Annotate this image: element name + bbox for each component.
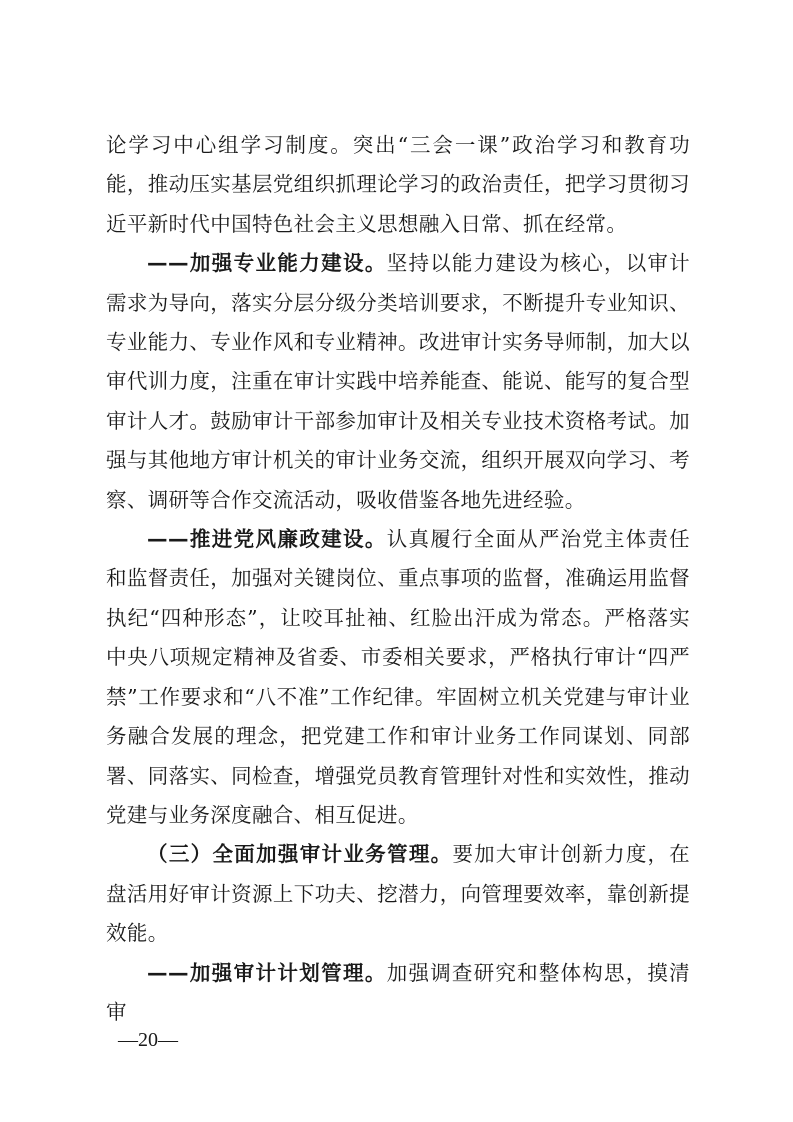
paragraph-professional-ability	[106, 244, 690, 520]
paragraph-audit-management	[106, 835, 690, 953]
paragraph-text: 认真履行全面从严治党主体责任和监督责任，加强对关键岗位、重点事项的监督，准确运用监督执纪“四种形态”，让咬耳扯袖、红脸出汗成为常态。严格落实中央八项规定精神及省委、市委相关要求，严格执行审计“四严禁”工作要求和“八不准”工作纪律。牢固树立机关党建与审计业务融合发展的理念，把党建工作和审计业务工作同谋划、同部署、同落实、同检查，增强党员教育管理针对性和实效性，推动党建与业务深度融合、相互促进。	[106, 527, 691, 827]
paragraph-text: 要加大审计创新力度，在盘活用好审计资源上下功夫、挖潜力，向管理要效率，靠创新提效能。	[106, 842, 691, 946]
paragraph-continuation	[106, 126, 690, 244]
paragraph-heading: ——推进党风廉政建设。	[147, 527, 387, 552]
paragraph-audit-plan	[106, 954, 690, 1033]
paragraph-text: 加强调查研究和整体构思，摸清审	[106, 960, 691, 1024]
section-heading: （三）全面加强审计业务管理。	[147, 842, 453, 867]
paragraph-text: 论学习中心组学习制度。突出“三会一课”政治学习和教育功能，推动压实基层党组织抓理论学习的政治责任，把学习贯彻习近平新时代中国特色社会主义思想融入日常、抓在经常。	[106, 133, 690, 236]
document-body	[106, 126, 690, 1032]
paragraph-clean-governance	[106, 520, 690, 835]
paragraph-heading: ——加强专业能力建设。	[147, 251, 387, 276]
page-number: —20—	[118, 1029, 178, 1051]
paragraph-text: 坚持以能力建设为核心，以审计需求为导向，落实分层分级分类培训要求，不断提升专业知识、专业能力、专业作风和专业精神。改进审计实务导师制，加大以审代训力度，注重在审计实践中培养能查、能说、能写的复合型审计人才。鼓励审计干部参加审计及相关专业技术资格考试。加强与其他地方审计机关的审计业务交流，组织开展双向学习、考察、调研等合作交流活动，吸收借鉴各地先进经验。	[106, 251, 691, 512]
paragraph-heading: ——加强审计计划管理。	[147, 960, 387, 985]
